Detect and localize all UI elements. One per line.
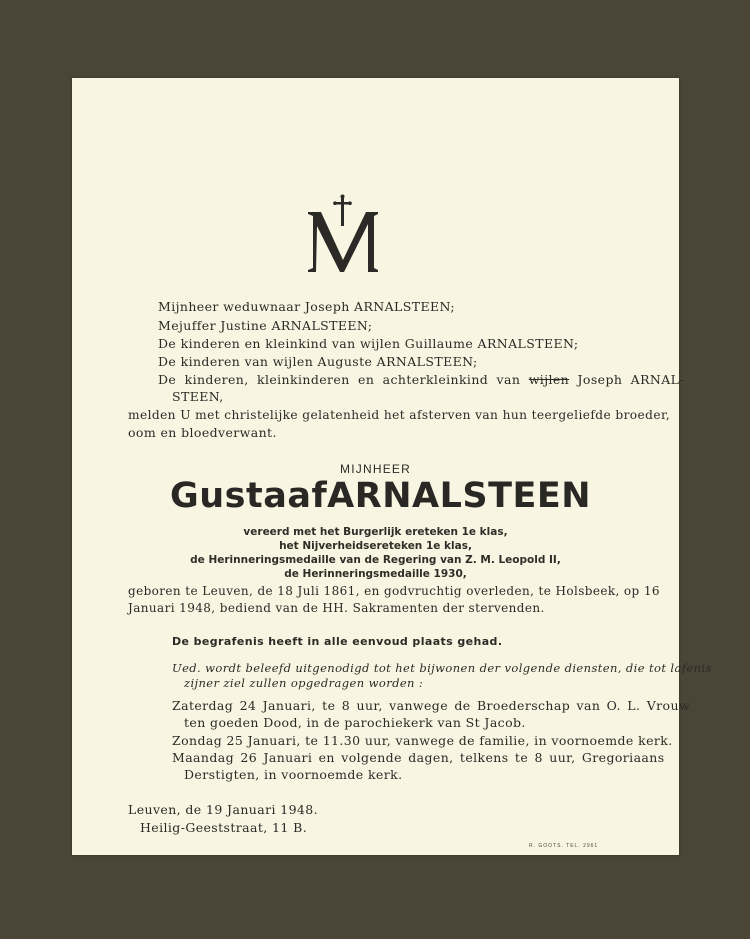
service-line-5: Derstigten, in voornoemde kerk. (184, 767, 403, 782)
decoration-line: de Herinneringsmedaille van de Regering van Z. M. Leopold II, (190, 554, 561, 566)
decoration-line: de Herinneringsmedaille 1930, (284, 568, 467, 580)
family-line-5 (158, 373, 684, 387)
family-line-4: De kinderen van wijlen Auguste ARNALSTEEN; (158, 354, 478, 369)
announcement-line-1: melden U met christelijke gelatenheid het afsterven van hun teergeliefde broeder, (128, 408, 671, 422)
service-line-1: Zaterdag 24 Januari, te 8 uur, vanwege de Broederschap van O. L. Vrouw (172, 698, 691, 713)
funeral-notice: De begrafenis heeft in alle eenvoud plaats gehad. (172, 635, 503, 648)
marian-monogram-icon (304, 194, 384, 276)
service-line-3: Zondag 25 Januari, te 11.30 uur, vanwege de familie, in voornoemde kerk. (172, 733, 673, 748)
decoration-line: vereerd met het Burgerlijk ereteken 1e klas, (243, 526, 508, 538)
family-line-1: Mijnheer weduwnaar Joseph ARNALSTEEN; (158, 299, 456, 314)
family-line-2: Mejuffer Justine ARNALSTEEN; (158, 318, 373, 333)
mourning-card (72, 78, 712, 855)
first-name: Gustaaf (170, 476, 328, 516)
birth-death-line-2: Januari 1948, bediend van de HH. Sakramenten der stervenden. (128, 601, 545, 615)
invitation-line-1: Ued. wordt beleefd uitgenodigd tot het bijwonen der volgende diensten, die tot lafenis (172, 661, 712, 675)
family-line-5-prefix: De kinderen, kleinkinderen en achterkleinkind van (158, 372, 521, 387)
decoration-line: het Nijverheidsereteken 1e klas, (279, 540, 472, 552)
service-line-2: ten goeden Dood, in de parochiekerk van St Jacob. (184, 715, 526, 730)
family-line-3: De kinderen en kleinkind van wijlen Guillaume ARNALSTEEN; (158, 336, 579, 351)
printer-mark: R. GOOTS. TEL. 2961 (529, 843, 599, 849)
birth-death-line-1: geboren te Leuven, de 18 Juli 1861, en godvruchtig overleden, te Holsbeek, op 16 (128, 584, 660, 598)
service-line-4: Maandag 26 Januari en volgende dagen, telkens te 8 uur, Gregoriaans (172, 750, 665, 765)
announcement-line-2: oom en bloedverwant. (128, 425, 277, 440)
place-date: Leuven, de 19 Januari 1948. (128, 802, 319, 817)
family-line-5-continuation: STEEN, (172, 389, 224, 404)
honorific: MIJNHEER (340, 462, 411, 476)
last-name: ARNALSTEEN (327, 476, 592, 516)
invitation-line-2: zijner ziel zullen opgedragen worden : (184, 676, 424, 690)
address: Heilig-Geeststraat, 11 B. (140, 820, 308, 835)
deceased-name (170, 476, 590, 516)
decorations (72, 525, 679, 581)
family-line-5-suffix: Joseph ARNAL- (577, 372, 685, 387)
struck-word: wijlen (528, 372, 570, 387)
